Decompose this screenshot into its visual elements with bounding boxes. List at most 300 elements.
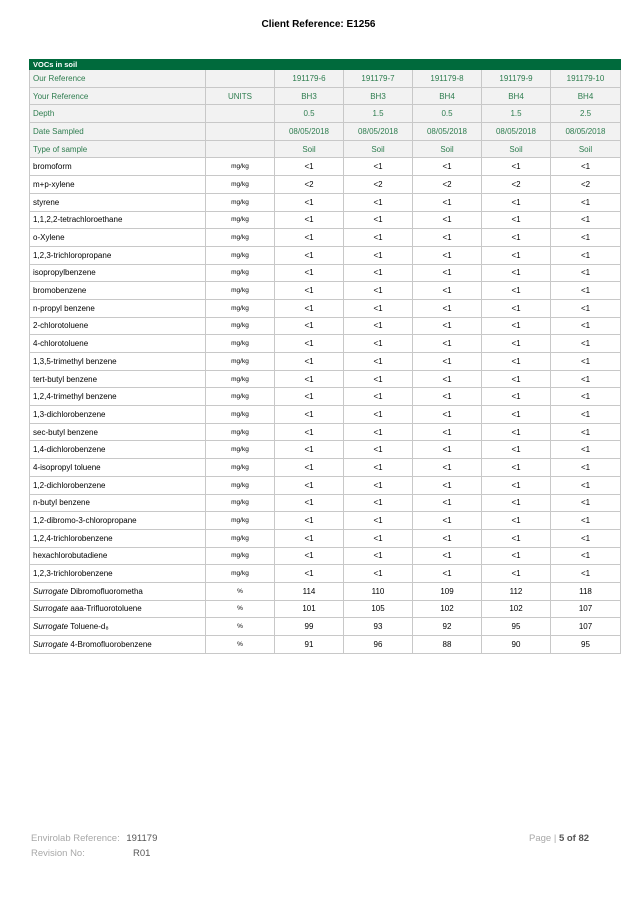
analyte-name	[30, 512, 206, 530]
cell: BH4	[413, 87, 482, 105]
analyte-label: 1,2,3-trichloropropane	[33, 250, 112, 260]
row-label: Depth	[30, 105, 206, 123]
unit-cell: mg/kg	[206, 317, 275, 335]
result-cell: <1	[551, 282, 621, 300]
table-row	[30, 335, 621, 353]
analyte-name	[30, 600, 206, 618]
table-row	[30, 246, 621, 264]
result-cell: <1	[413, 317, 482, 335]
analyte-name	[30, 299, 206, 317]
result-cell: <1	[482, 370, 551, 388]
result-cell: <1	[482, 423, 551, 441]
unit-cell: %	[206, 636, 275, 654]
analyte-name	[30, 211, 206, 229]
analyte-label: 1,3-dichlorobenzene	[33, 409, 106, 419]
result-cell: <1	[413, 388, 482, 406]
result-cell: <1	[413, 476, 482, 494]
analyte-name	[30, 618, 206, 636]
table-row	[30, 529, 621, 547]
analyte-name	[30, 176, 206, 194]
result-cell: <1	[344, 370, 413, 388]
result-cell: 88	[413, 636, 482, 654]
result-cell: <1	[482, 565, 551, 583]
table-row	[30, 459, 621, 477]
result-cell: <1	[413, 353, 482, 371]
result-cell: <1	[551, 459, 621, 477]
result-cell: <1	[275, 423, 344, 441]
result-cell: <1	[482, 529, 551, 547]
analyte-label: 1,2,4-trichlorobenzene	[33, 533, 113, 543]
analyte-label: 1,4-dichlorobenzene	[33, 445, 106, 455]
result-cell: <2	[344, 176, 413, 194]
result-cell: <1	[551, 158, 621, 176]
result-cell: <1	[413, 406, 482, 424]
result-cell: <1	[482, 388, 551, 406]
result-cell: 96	[344, 636, 413, 654]
unit-cell: mg/kg	[206, 388, 275, 406]
result-cell: <1	[275, 317, 344, 335]
result-cell: <1	[275, 512, 344, 530]
voc-results-table	[29, 59, 621, 654]
result-cell: <1	[344, 353, 413, 371]
analyte-name	[30, 335, 206, 353]
analyte-name	[30, 494, 206, 512]
result-cell: <2	[413, 176, 482, 194]
table-row	[30, 618, 621, 636]
result-cell: <2	[551, 176, 621, 194]
result-cell: <1	[344, 441, 413, 459]
result-cell: <1	[275, 547, 344, 565]
table-row	[30, 494, 621, 512]
result-cell: <1	[482, 476, 551, 494]
unit-cell: mg/kg	[206, 211, 275, 229]
result-cell: <1	[482, 282, 551, 300]
unit-cell: mg/kg	[206, 423, 275, 441]
result-cell: <1	[413, 193, 482, 211]
analyte-name	[30, 636, 206, 654]
result-cell: <1	[551, 370, 621, 388]
result-cell: <1	[344, 158, 413, 176]
analyte-label: Toluene-d₈	[70, 622, 109, 632]
analyte-label: styrene	[33, 197, 60, 207]
result-cell: <1	[344, 406, 413, 424]
result-cell: <1	[344, 193, 413, 211]
surrogate-prefix: Surrogate	[33, 586, 69, 596]
result-cell: 95	[482, 618, 551, 636]
result-cell: <1	[413, 229, 482, 247]
result-cell: <1	[482, 494, 551, 512]
result-cell: <1	[275, 370, 344, 388]
our-reference-row	[30, 70, 621, 88]
table-row	[30, 441, 621, 459]
result-cell: 91	[275, 636, 344, 654]
table-row	[30, 388, 621, 406]
result-cell: <1	[344, 565, 413, 583]
analyte-label: 1,2-dichlorobenzene	[33, 480, 106, 490]
revision-number	[31, 848, 151, 859]
result-cell: <1	[482, 512, 551, 530]
result-cell: <1	[344, 512, 413, 530]
result-cell: <1	[551, 317, 621, 335]
analyte-label: 4-chlorotoluene	[33, 339, 89, 349]
result-cell: <1	[275, 441, 344, 459]
analyte-label: isopropylbenzene	[33, 268, 96, 278]
result-cell: <1	[551, 547, 621, 565]
analyte-name	[30, 229, 206, 247]
page-title: Client Reference: E1256	[261, 19, 376, 30]
page-label: Page |	[529, 833, 557, 844]
result-cell: <1	[482, 246, 551, 264]
result-cell: <1	[551, 565, 621, 583]
result-cell: <1	[482, 335, 551, 353]
unit-cell: mg/kg	[206, 176, 275, 194]
result-cell: <1	[344, 459, 413, 477]
result-cell: <1	[413, 370, 482, 388]
analyte-name	[30, 193, 206, 211]
analyte-label: 4-Bromofluorobenzene	[70, 639, 152, 649]
result-cell: <1	[551, 441, 621, 459]
surrogate-prefix: Surrogate	[33, 639, 69, 649]
unit-cell: %	[206, 582, 275, 600]
cell: Soil	[551, 140, 621, 158]
unit-cell: mg/kg	[206, 299, 275, 317]
type-of-sample-row	[30, 140, 621, 158]
result-cell: <1	[275, 211, 344, 229]
result-cell: <1	[482, 441, 551, 459]
result-cell: <1	[551, 211, 621, 229]
result-cell: <1	[344, 529, 413, 547]
row-label: Your Reference	[30, 87, 206, 105]
analyte-name	[30, 582, 206, 600]
result-cell: <1	[551, 406, 621, 424]
envirolab-reference-label: Envirolab Reference:	[31, 833, 120, 844]
result-cell: <1	[275, 494, 344, 512]
cell: 08/05/2018	[413, 123, 482, 141]
unit-cell: mg/kg	[206, 529, 275, 547]
result-cell: <1	[413, 529, 482, 547]
result-cell: <1	[551, 529, 621, 547]
analyte-name	[30, 565, 206, 583]
result-cell: 114	[275, 582, 344, 600]
result-cell: <2	[275, 176, 344, 194]
section-header-row	[30, 60, 621, 70]
result-cell: 90	[482, 636, 551, 654]
result-cell: <1	[275, 353, 344, 371]
result-cell: <1	[275, 299, 344, 317]
revision-label: Revision No:	[31, 848, 85, 859]
cell: 191179-8	[413, 70, 482, 88]
envirolab-reference-value: 191179	[126, 833, 158, 844]
result-cell: <2	[482, 176, 551, 194]
result-cell: 95	[551, 636, 621, 654]
result-cell: <1	[413, 441, 482, 459]
cell: 191179-9	[482, 70, 551, 88]
analyte-label: Dibromofluorometha	[70, 586, 143, 596]
result-cell: <1	[275, 229, 344, 247]
result-cell: <1	[551, 353, 621, 371]
result-cell: <1	[344, 299, 413, 317]
analyte-label: n-butyl benzene	[33, 498, 90, 508]
result-cell: <1	[344, 547, 413, 565]
surrogate-prefix: Surrogate	[33, 622, 69, 632]
result-cell: <1	[275, 282, 344, 300]
result-cell: <1	[551, 193, 621, 211]
table-row	[30, 370, 621, 388]
result-cell: <1	[275, 193, 344, 211]
result-cell: <1	[413, 211, 482, 229]
result-cell: <1	[413, 264, 482, 282]
unit-cell: mg/kg	[206, 158, 275, 176]
result-cell: <1	[275, 476, 344, 494]
depth-row	[30, 105, 621, 123]
result-cell: 105	[344, 600, 413, 618]
table-row	[30, 158, 621, 176]
page-number	[529, 833, 589, 844]
analyte-label: sec-butyl benzene	[33, 427, 98, 437]
unit-cell: mg/kg	[206, 193, 275, 211]
table-row	[30, 282, 621, 300]
result-cell: <1	[344, 282, 413, 300]
result-cell: 101	[275, 600, 344, 618]
analyte-name	[30, 246, 206, 264]
unit-cell: %	[206, 600, 275, 618]
analyte-name	[30, 476, 206, 494]
table-row	[30, 636, 621, 654]
cell: 08/05/2018	[482, 123, 551, 141]
cell: 1.5	[344, 105, 413, 123]
result-cell: <1	[413, 459, 482, 477]
result-cell: <1	[482, 229, 551, 247]
result-cell: <1	[275, 406, 344, 424]
analyte-label: tert-butyl benzene	[33, 374, 98, 384]
unit-cell: mg/kg	[206, 246, 275, 264]
result-cell: <1	[482, 264, 551, 282]
result-cell: <1	[344, 229, 413, 247]
cell: 191179-6	[275, 70, 344, 88]
table-row	[30, 353, 621, 371]
result-cell: <1	[413, 565, 482, 583]
table-row	[30, 582, 621, 600]
result-cell: <1	[275, 158, 344, 176]
cell: BH3	[344, 87, 413, 105]
cell: 2.5	[551, 105, 621, 123]
unit-cell: mg/kg	[206, 370, 275, 388]
analyte-name	[30, 158, 206, 176]
table-row	[30, 264, 621, 282]
analyte-name	[30, 441, 206, 459]
result-cell: <1	[482, 299, 551, 317]
table-row	[30, 176, 621, 194]
row-label: Our Reference	[30, 70, 206, 88]
result-cell: <1	[482, 406, 551, 424]
result-cell: <1	[413, 299, 482, 317]
analyte-name	[30, 459, 206, 477]
result-cell: <1	[344, 246, 413, 264]
analyte-label: 2-chlorotoluene	[33, 321, 89, 331]
analyte-label: 1,2,4-trimethyl benzene	[33, 392, 117, 402]
table-row	[30, 547, 621, 565]
result-cell: <1	[344, 494, 413, 512]
revision-value: R01	[133, 848, 151, 859]
result-cell: <1	[482, 158, 551, 176]
result-cell: <1	[275, 459, 344, 477]
result-cell: 118	[551, 582, 621, 600]
table-row	[30, 600, 621, 618]
unit-cell: %	[206, 618, 275, 636]
cell: BH4	[482, 87, 551, 105]
analyte-name	[30, 317, 206, 335]
analyte-label: 1,2,3-trichlorobenzene	[33, 569, 113, 579]
cell: Soil	[275, 140, 344, 158]
analyte-label: m+p-xylene	[33, 179, 75, 189]
result-cell: <1	[344, 211, 413, 229]
analyte-label: 1,3,5-trimethyl benzene	[33, 356, 117, 366]
unit-cell: mg/kg	[206, 565, 275, 583]
result-cell: <1	[344, 335, 413, 353]
result-cell: <1	[275, 264, 344, 282]
cell: Soil	[413, 140, 482, 158]
result-cell: <1	[482, 353, 551, 371]
result-cell: <1	[413, 335, 482, 353]
table-row	[30, 299, 621, 317]
unit-cell: mg/kg	[206, 406, 275, 424]
result-cell: <1	[344, 388, 413, 406]
result-cell: <1	[482, 317, 551, 335]
result-cell: <1	[413, 512, 482, 530]
unit-cell: mg/kg	[206, 353, 275, 371]
result-cell: <1	[344, 264, 413, 282]
analyte-label: n-propyl benzene	[33, 303, 95, 313]
cell: 0.5	[275, 105, 344, 123]
row-label: Date Sampled	[30, 123, 206, 141]
units-header: UNITS	[206, 87, 275, 105]
unit-cell: mg/kg	[206, 459, 275, 477]
result-cell: <1	[413, 494, 482, 512]
your-reference-row	[30, 87, 621, 105]
envirolab-reference	[31, 833, 157, 844]
result-cell: <1	[551, 299, 621, 317]
analyte-label: hexachlorobutadiene	[33, 551, 108, 561]
analyte-name	[30, 529, 206, 547]
result-cell: <1	[482, 547, 551, 565]
surrogate-prefix: Surrogate	[33, 604, 69, 614]
result-cell: <1	[551, 246, 621, 264]
analyte-name	[30, 282, 206, 300]
analyte-name	[30, 353, 206, 371]
analyte-label: 1,1,2,2-tetrachloroethane	[33, 215, 123, 225]
table-row	[30, 423, 621, 441]
unit-cell: mg/kg	[206, 264, 275, 282]
analyte-name	[30, 423, 206, 441]
section-title: VOCs in soil	[30, 60, 206, 70]
result-cell: <1	[551, 494, 621, 512]
analyte-name	[30, 370, 206, 388]
unit-cell: mg/kg	[206, 441, 275, 459]
result-cell: <1	[275, 388, 344, 406]
analyte-name	[30, 264, 206, 282]
result-cell: 107	[551, 618, 621, 636]
analyte-label: 4-isopropyl toluene	[33, 462, 101, 472]
analyte-label: o-Xylene	[33, 233, 65, 243]
table-row	[30, 193, 621, 211]
result-cell: 92	[413, 618, 482, 636]
result-cell: <1	[482, 459, 551, 477]
analyte-name	[30, 547, 206, 565]
result-cell: <1	[413, 423, 482, 441]
table-row	[30, 229, 621, 247]
table-row	[30, 211, 621, 229]
cell: 191179-10	[551, 70, 621, 88]
cell: Soil	[344, 140, 413, 158]
cell: 0.5	[413, 105, 482, 123]
result-cell: <1	[482, 211, 551, 229]
result-cell: <1	[344, 476, 413, 494]
result-cell: <1	[551, 388, 621, 406]
table-row	[30, 565, 621, 583]
result-cell: <1	[413, 158, 482, 176]
result-cell: 102	[482, 600, 551, 618]
cell: BH3	[275, 87, 344, 105]
result-cell: <1	[344, 423, 413, 441]
result-cell: 102	[413, 600, 482, 618]
result-cell: 109	[413, 582, 482, 600]
cell: 1.5	[482, 105, 551, 123]
analyte-name	[30, 388, 206, 406]
result-cell: <1	[275, 565, 344, 583]
unit-cell: mg/kg	[206, 335, 275, 353]
result-cell: <1	[551, 512, 621, 530]
unit-cell: mg/kg	[206, 476, 275, 494]
result-cell: <1	[275, 335, 344, 353]
result-cell: 107	[551, 600, 621, 618]
unit-cell: mg/kg	[206, 512, 275, 530]
unit-cell: mg/kg	[206, 282, 275, 300]
unit-cell: mg/kg	[206, 494, 275, 512]
table-row	[30, 406, 621, 424]
analyte-label: aaa-Trifluorotoluene	[70, 604, 142, 614]
result-cell: 110	[344, 582, 413, 600]
result-cell: <1	[413, 246, 482, 264]
table-row	[30, 512, 621, 530]
table-row	[30, 476, 621, 494]
analyte-label: 1,2-dibromo-3-chloropropane	[33, 516, 137, 526]
result-cell: <1	[482, 193, 551, 211]
result-cell: <1	[551, 423, 621, 441]
result-cell: <1	[413, 282, 482, 300]
result-cell: <1	[275, 529, 344, 547]
cell: 08/05/2018	[344, 123, 413, 141]
result-cell: 112	[482, 582, 551, 600]
cell: Soil	[482, 140, 551, 158]
result-cell: 99	[275, 618, 344, 636]
result-cell: <1	[551, 264, 621, 282]
page-value: 5 of 82	[558, 833, 590, 844]
cell: 08/05/2018	[551, 123, 621, 141]
analyte-name	[30, 406, 206, 424]
unit-cell: mg/kg	[206, 229, 275, 247]
result-cell: <1	[551, 476, 621, 494]
unit-cell: mg/kg	[206, 547, 275, 565]
cell: 191179-7	[344, 70, 413, 88]
cell: BH4	[551, 87, 621, 105]
table-row	[30, 317, 621, 335]
row-label: Type of sample	[30, 140, 206, 158]
cell: 08/05/2018	[275, 123, 344, 141]
result-cell: <1	[344, 317, 413, 335]
analyte-label: bromobenzene	[33, 286, 87, 296]
result-cell: <1	[275, 246, 344, 264]
result-cell: 93	[344, 618, 413, 636]
